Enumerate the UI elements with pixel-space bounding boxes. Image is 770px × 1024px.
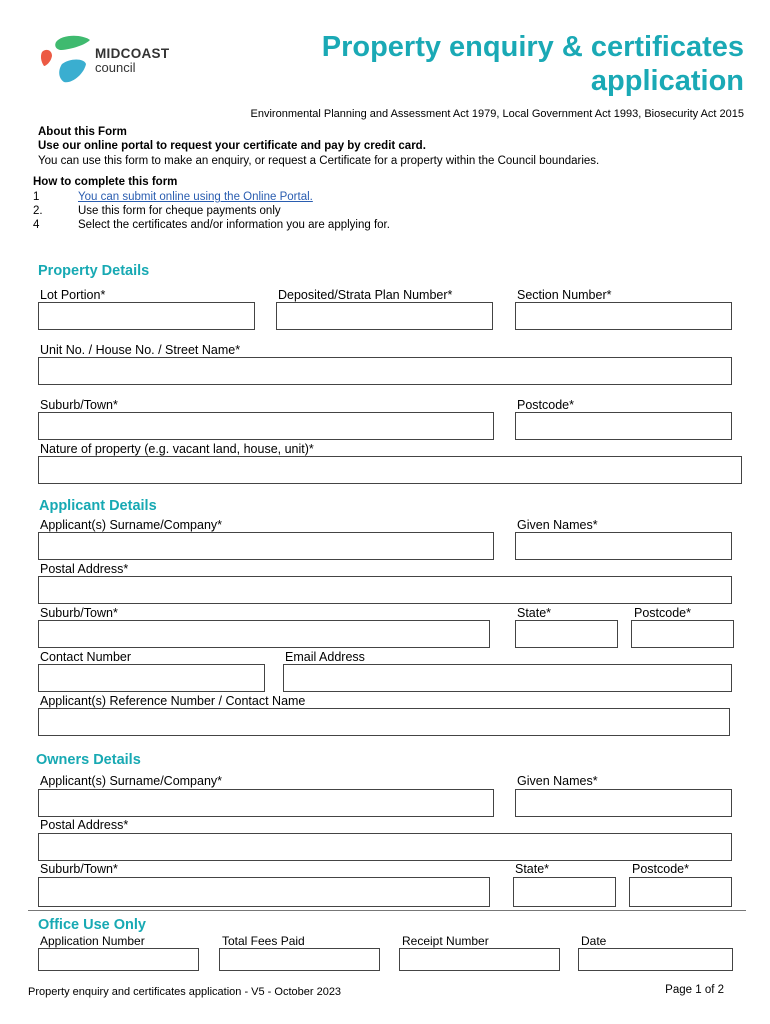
nature-input[interactable] — [38, 456, 742, 484]
owner-surname-label: Applicant(s) Surname/Company* — [40, 774, 223, 788]
total-fees-label: Total Fees Paid — [222, 934, 305, 948]
how-heading: How to complete this form — [33, 176, 178, 188]
plan-number-label: Deposited/Strata Plan Number* — [278, 288, 453, 302]
page-title-line1: Property enquiry & certificates — [321, 31, 744, 63]
owner-postal-label: Postal Address* — [40, 818, 129, 832]
reference-input[interactable] — [38, 708, 730, 736]
email-input[interactable] — [283, 664, 732, 692]
owner-state-label: State* — [515, 862, 550, 876]
logo-mark-icon — [38, 32, 98, 88]
owner-suburb-label: Suburb/Town* — [40, 862, 118, 876]
contact-number-label: Contact Number — [40, 650, 132, 664]
property-suburb-input[interactable] — [38, 412, 494, 440]
applicant-postcode-input[interactable] — [631, 620, 734, 648]
step-1-number: 1 — [33, 191, 40, 203]
reference-label: Applicant(s) Reference Number / Contact Name — [40, 694, 306, 708]
logo-subname: council — [95, 60, 136, 75]
applicant-suburb-label: Suburb/Town* — [40, 606, 118, 620]
about-portal-note: Use our online portal to request your certificate and pay by credit card. — [38, 140, 426, 152]
page-number: Page 1 of 2 — [665, 984, 724, 996]
applicant-surname-label: Applicant(s) Surname/Company* — [40, 518, 223, 532]
property-suburb-label: Suburb/Town* — [40, 398, 118, 412]
owner-state-input[interactable] — [513, 877, 616, 907]
online-portal-link[interactable]: You can submit online using the Online Portal. — [78, 191, 313, 203]
footer-document-info: Property enquiry and certificates application - V5 - October 2023 — [28, 986, 342, 998]
owner-surname-input[interactable] — [38, 789, 494, 817]
email-label: Email Address — [285, 650, 365, 664]
receipt-number-label: Receipt Number — [402, 934, 489, 948]
applicant-surname-input[interactable] — [38, 532, 494, 560]
plan-number-input[interactable] — [276, 302, 493, 330]
property-postcode-input[interactable] — [515, 412, 732, 440]
owner-suburb-input[interactable] — [38, 877, 490, 907]
property-details-heading: Property Details — [38, 263, 150, 279]
section-number-label: Section Number* — [517, 288, 612, 302]
step-3-number: 4 — [33, 219, 40, 231]
section-divider — [28, 910, 746, 911]
lot-portion-input[interactable] — [38, 302, 255, 330]
applicant-suburb-input[interactable] — [38, 620, 490, 648]
step-2-number: 2. — [33, 205, 43, 217]
applicant-postal-input[interactable] — [38, 576, 732, 604]
council-logo — [38, 32, 188, 88]
section-number-input[interactable] — [515, 302, 732, 330]
applicant-postal-label: Postal Address* — [40, 562, 129, 576]
lot-portion-label: Lot Portion* — [40, 288, 106, 302]
nature-label: Nature of property (e.g. vacant land, house, unit)* — [40, 442, 314, 456]
about-description: You can use this form to make an enquiry, or request a Certificate for a property within the Council boundaries. — [38, 155, 600, 167]
applicant-given-label: Given Names* — [517, 518, 598, 532]
logo-name: MIDCOAST — [95, 46, 170, 61]
receipt-number-input[interactable] — [399, 948, 560, 971]
application-number-label: Application Number — [40, 934, 145, 948]
owner-given-label: Given Names* — [517, 774, 598, 788]
legislation-acts: Environmental Planning and Assessment Act 1979, Local Government Act 1993, Biosecurity Act 2015 — [250, 108, 744, 120]
office-use-heading: Office Use Only — [38, 917, 146, 933]
owners-details-heading: Owners Details — [36, 752, 141, 768]
applicant-postcode-label: Postcode* — [634, 606, 691, 620]
total-fees-input[interactable] — [219, 948, 380, 971]
contact-number-input[interactable] — [38, 664, 265, 692]
date-input[interactable] — [578, 948, 733, 971]
applicant-state-input[interactable] — [515, 620, 618, 648]
street-label: Unit No. / House No. / Street Name* — [40, 343, 241, 357]
owner-given-input[interactable] — [515, 789, 732, 817]
applicant-given-input[interactable] — [515, 532, 732, 560]
step-3-text: Select the certificates and/or information you are applying for. — [78, 219, 390, 231]
street-input[interactable] — [38, 357, 732, 385]
about-heading: About this Form — [38, 126, 127, 138]
owner-postcode-input[interactable] — [629, 877, 732, 907]
step-2-text: Use this form for cheque payments only — [78, 205, 281, 217]
applicant-state-label: State* — [517, 606, 552, 620]
applicant-details-heading: Applicant Details — [39, 498, 157, 514]
page-title-line2: application — [590, 65, 744, 97]
application-number-input[interactable] — [38, 948, 199, 971]
property-postcode-label: Postcode* — [517, 398, 574, 412]
owner-postal-input[interactable] — [38, 833, 732, 861]
owner-postcode-label: Postcode* — [632, 862, 689, 876]
date-label: Date — [581, 934, 607, 948]
